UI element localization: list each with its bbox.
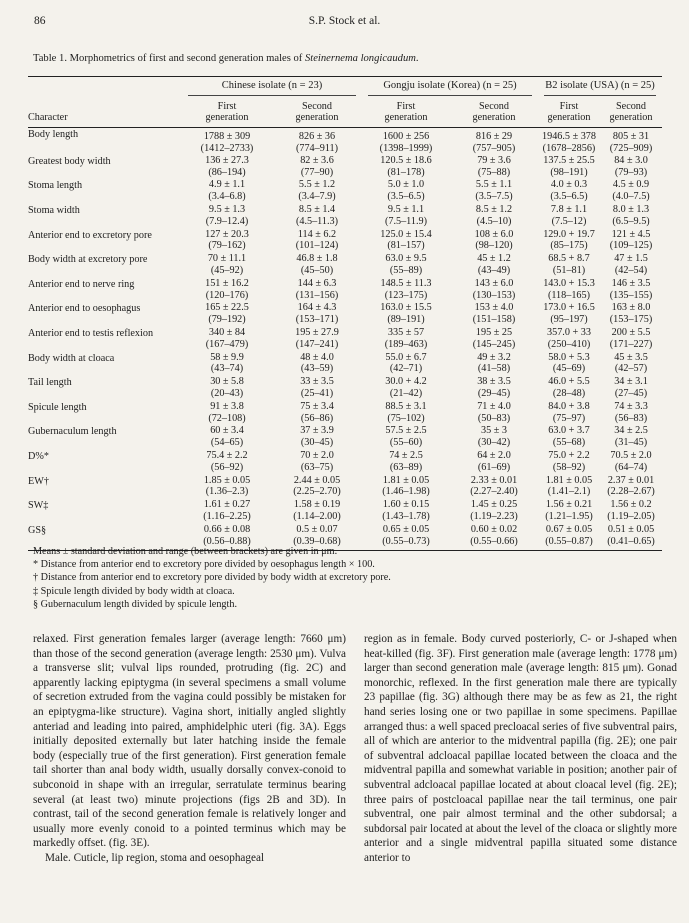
measurement-cell: 121 ± 4.5 (109–125): [609, 228, 653, 252]
measurement-cell: 58.0 + 5.3 (45–69): [548, 351, 590, 375]
character-column-header: Character: [28, 112, 68, 124]
measurement-cell: 84.0 + 3.8 (75–97): [548, 400, 590, 424]
measurement-cell: 33 ± 3.5 (25–41): [300, 376, 334, 400]
measurement-cell: 165 ± 22.5 (79–192): [205, 302, 249, 326]
isolate-header: Gongju isolate (Korea) (n = 25): [362, 77, 538, 98]
measurement-cell: 357.0 + 33 (250–410): [547, 327, 591, 350]
measurement-cell: 0.65 ± 0.05 (0.55–0.73): [382, 523, 430, 547]
measurement-cell: 5.0 ± 1.0 (3.5–6.5): [387, 179, 425, 203]
measurement-cell: 74 ± 2.5 (63–89): [389, 450, 423, 473]
table-row: [28, 425, 662, 450]
table-row: [28, 401, 662, 426]
table-row: [28, 155, 662, 180]
table-caption: Table 1. Morphometrics of first and second generation males of Steinernema longicaudum.: [33, 53, 419, 64]
measurement-cell: 1.61 ± 0.27 (1.16–2.25): [203, 499, 251, 522]
measurement-cell: 1600 ± 256 (1398–1999): [379, 130, 433, 154]
measurement-cell: 47 ± 1.5 (42–54): [614, 253, 648, 277]
measurement-cell: 60 ± 3.4 (54–65): [210, 425, 244, 449]
measurement-cell: 200 ± 5.5 (171–227): [609, 327, 653, 350]
measurement-cell: 45 ± 3.5 (42–57): [614, 351, 648, 375]
measurement-cell: 0.5 ± 0.07 (0.39–0.68): [293, 523, 341, 547]
character-label: GS§: [28, 524, 47, 536]
character-label: Spicule length: [28, 401, 87, 413]
measurement-cell: 195 ± 27.9 (147–241): [295, 327, 339, 350]
table-row: [28, 475, 662, 500]
measurement-cell: 38 ± 3.5 (29–45): [477, 376, 511, 400]
measurement-cell: 8.0 ± 1.3 (6.5–9.5): [612, 204, 650, 227]
first-generation-header: First generation: [205, 100, 249, 124]
measurement-cell: 1.56 ± 0.2 (1.19–2.05): [607, 499, 655, 522]
measurement-cell: 195 ± 25 (145–245): [472, 327, 516, 350]
character-label: SW‡: [28, 500, 49, 512]
measurement-cell: 48 ± 4.0 (43–59): [300, 351, 334, 375]
measurement-cell: 2.33 ± 0.01 (2.27–2.40): [470, 474, 518, 498]
measurement-cell: 9.5 ± 1.3 (7.9–12.4): [205, 204, 249, 227]
measurement-cell: 68.5 + 8.7 (51–81): [548, 253, 590, 277]
measurement-cell: 127 ± 20.3 (79–162): [205, 228, 249, 252]
table-row: [28, 229, 662, 254]
measurement-cell: 164 ± 4.3 (153–171): [295, 302, 339, 326]
measurement-cell: 70 ± 2.0 (63–75): [300, 450, 334, 473]
measurement-cell: 0.67 ± 0.05 (0.55–0.87): [545, 523, 593, 547]
measurement-cell: 163.0 ± 15.5 (89–191): [380, 302, 432, 326]
measurement-cell: 37 ± 3.9 (30–45): [300, 425, 334, 449]
second-generation-header: Second generation: [609, 100, 653, 124]
table-row: [28, 499, 662, 524]
isolate-header: Chinese isolate (n = 23): [182, 77, 362, 98]
measurement-cell: 0.66 ± 0.08 (0.56–0.88): [203, 523, 251, 547]
measurement-cell: 137.5 ± 25.5 (98–191): [543, 154, 595, 178]
measurement-cell: 340 ± 84 (167–479): [205, 327, 249, 350]
footnote: Means ± standard deviation and range (between brackets) are given in μm.: [33, 546, 338, 557]
measurement-cell: 30 ± 5.8 (20–43): [210, 376, 244, 400]
measurement-cell: 49 ± 3.2 (41–58): [477, 351, 511, 375]
second-generation-header: Second generation: [295, 100, 339, 124]
table-row: [28, 327, 662, 352]
character-label: Greatest body width: [28, 155, 111, 167]
measurement-cell: 335 ± 57 (189–463): [384, 327, 428, 350]
measurement-cell: 5.5 ± 1.1 (3.5–7.5): [475, 179, 513, 203]
measurement-cell: 91 ± 3.8 (72–108): [208, 400, 246, 424]
measurement-cell: 70.5 ± 2.0 (64–74): [610, 450, 652, 473]
measurement-cell: 84 ± 3.0 (79–93): [614, 154, 648, 178]
measurement-cell: 151 ± 16.2 (120–176): [205, 277, 249, 301]
measurement-cell: 0.51 ± 0.05 (0.41–0.65): [607, 523, 655, 547]
measurement-cell: 75 ± 3.4 (56–86): [300, 400, 334, 424]
measurement-cell: 146 ± 3.5 (135–155): [609, 277, 653, 301]
footnote: * Distance from anterior end to excretory pore divided by oesophagus length × 100.: [33, 559, 375, 571]
body-text-left-column: [33, 632, 346, 866]
measurement-cell: 63.0 + 3.7 (55–68): [548, 425, 590, 449]
measurement-cell: 64 ± 2.0 (61–69): [477, 450, 511, 473]
measurement-cell: 108 ± 6.0 (98–120): [474, 228, 514, 252]
measurement-cell: 35 ± 3 (30–42): [477, 425, 511, 449]
running-head: S.P. Stock et al.: [308, 15, 381, 27]
measurement-cell: 57.5 ± 2.5 (55–60): [385, 425, 427, 449]
measurement-cell: 143 ± 6.0 (130–153): [472, 277, 516, 301]
measurement-cell: 1.60 ± 0.15 (1.43–1.78): [382, 499, 430, 522]
measurement-cell: 826 ± 36 (774–911): [295, 130, 339, 154]
character-label: Anterior end to excretory pore: [28, 229, 152, 241]
measurement-cell: 5.5 ± 1.2 (3.4–7.9): [298, 179, 336, 203]
measurement-cell: 9.5 ± 1.1 (7.5–11.9): [384, 204, 428, 227]
measurement-cell: 148.5 ± 11.3 (123–175): [380, 277, 432, 301]
measurement-cell: 1.58 ± 0.19 (1.14–2.00): [293, 499, 341, 522]
character-label: Anterior end to oesophagus: [28, 303, 141, 315]
measurement-cell: 82 ± 3.6 (77–90): [300, 154, 334, 178]
measurement-cell: 58 ± 9.9 (43–74): [210, 351, 244, 375]
measurement-cell: 7.8 ± 1.1 (7.5–12): [550, 204, 588, 227]
measurement-cell: 125.0 ± 15.4 (81–157): [380, 228, 432, 252]
character-label: Stoma width: [28, 205, 80, 217]
measurement-cell: 4.0 ± 0.3 (3.5–6.5): [550, 179, 588, 203]
character-label: Gubernaculum length: [28, 426, 117, 438]
character-label: Body length: [28, 128, 79, 140]
measurement-cell: 173.0 + 16.5 (95–197): [543, 302, 595, 326]
measurement-cell: 120.5 ± 18.6 (81–178): [380, 154, 432, 178]
first-generation-header: First generation: [384, 100, 428, 124]
measurement-cell: 30.0 + 4.2 (21–42): [385, 376, 427, 400]
measurement-cell: 114 ± 6.2 (101–124): [295, 228, 339, 252]
measurement-cell: 144 ± 6.3 (131–156): [295, 277, 339, 301]
measurement-cell: 1.56 ± 0.21 (1.21–1.95): [545, 499, 593, 522]
measurement-cell: 0.60 ± 0.02 (0.55–0.66): [470, 523, 518, 547]
table-footnotes: [33, 545, 391, 611]
character-label: Stoma length: [28, 180, 83, 192]
measurement-cell: 1.81 ± 0.05 (1.46–1.98): [382, 474, 430, 498]
measurement-cell: 88.5 ± 3.1 (75–102): [385, 400, 427, 424]
measurement-cell: 79 ± 3.6 (75–88): [477, 154, 511, 178]
character-label: Anterior end to nerve ring: [28, 278, 135, 290]
body-paragraph: Male. Cuticle, lip region, stoma and oesophageal: [45, 851, 265, 864]
table-row: [28, 302, 662, 327]
measurement-cell: 71 ± 4.0 (50–83): [477, 400, 511, 424]
table-row: [28, 376, 662, 401]
measurement-cell: 55.0 ± 6.7 (42–71): [385, 351, 427, 375]
second-generation-header: Second generation: [472, 100, 516, 124]
measurement-cell: 136 ± 27.3 (86–194): [205, 154, 249, 178]
measurement-cell: 75.0 + 2.2 (58–92): [548, 450, 590, 473]
measurement-cell: 2.44 ± 0.05 (2.25–2.70): [293, 474, 341, 498]
measurement-cell: 34 ± 2.5 (31–45): [614, 425, 648, 449]
measurement-cell: 816 ± 29 (757–905): [472, 130, 516, 154]
measurement-cell: 8.5 ± 1.4 (4.5–11.3): [295, 204, 339, 227]
measurement-cell: 46.0 + 5.5 (28–48): [548, 376, 590, 400]
table-row: [28, 278, 662, 303]
table-row: [28, 253, 662, 278]
table-row: [28, 204, 662, 229]
measurement-cell: 2.37 ± 0.01 (2.28–2.67): [607, 474, 655, 498]
measurement-cell: 63.0 ± 9.5 (55–89): [385, 253, 427, 277]
measurement-cell: 805 ± 31 (725–909): [609, 130, 653, 154]
measurement-cell: 163 ± 8.0 (153–175): [609, 302, 653, 326]
isolate-header: B2 isolate (USA) (n = 25): [538, 77, 662, 98]
measurement-cell: 4.9 ± 1.1 (3.4–6.8): [208, 179, 246, 203]
character-label: Body width at excretory pore: [28, 254, 148, 266]
measurement-cell: 74 ± 3.3 (56–83): [614, 400, 648, 424]
footnote: † Distance from anterior end to excretory pore divided by body width at excretory pore.: [33, 572, 391, 584]
body-paragraph: relaxed. First generation females larger (average length: 7660 μm) than those of the second generation (average length: 2530 μm). Vulva a transverse slit; vulval lips rounded, protruding (fig. 2C) and apparently lacking epiptygma (in several specimens a small volume of secretion extruded from the vagina could possibly be mistaken for an epiptygma-like structure). Vagina short, initially angled slightly anteriad and leading into paired, amphidelphic uteri (fig. 3A). Eggs initially deposited externally but later hatching inside the female body (especially true of the first generation). First generation female tail shorter than anal body width, usually dorsally convex-conoid to subconoid in shape with an irregular, serratulate terminus bearing several (at least two) minute projections (figs 2B and 3D). In contrast, tail of the second generation female is relatively longer and usually more evenly conoid to a pointed terminus which may be markedly offset. (fig. 3E).: [33, 633, 346, 850]
body-paragraph: region as in female. Body curved posteriorly, C- or J-shaped when heat-killed (fig. 3F). First generation male (average length: 1778 μm) larger than second generation male (average length: 815 μm). Gonad monorchic, reflexed. In the first generation male there are typically 23 papillae (fig. 3G) although there may be as few as 21, the right hand series losing one or two papillae in some specimens. Papillae arranged thus: a well spaced precloacal series of five subventral pairs, all of which are anterior to the midventral papilla (fig. 2E); one pair of subventral adcloacal papillae located between the cloaca and the midventral papilla and somewhat variable in position; another pair of subventral adcloacal papillae located at about cloacal level (fig. 2E); three pairs of postcloacal papillae near the tail terminus, one pair subventral, one pair almost terminal and the other subdorsal; a subdorsal pair located at about the level of the cloaca or slightly more anterior and a single midventral papilla situated some distance anterior to: [364, 633, 677, 864]
character-label: Body width at cloaca: [28, 352, 115, 364]
character-label: Anterior end to testis reflexion: [28, 328, 154, 340]
table-row: [28, 352, 662, 377]
footnote: § Gubernaculum length divided by spicule length.: [33, 598, 237, 610]
measurement-cell: 143.0 + 15.3 (118–165): [543, 277, 595, 301]
table-row: [28, 179, 662, 204]
measurement-cell: 129.0 + 19.7 (85–175): [543, 228, 595, 252]
measurement-cell: 75.4 ± 2.2 (56–92): [206, 450, 248, 473]
measurement-cell: 45 ± 1.2 (43–49): [477, 253, 511, 277]
character-label: EW†: [28, 475, 49, 487]
measurement-cell: 70 ± 11.1 (45–92): [207, 253, 247, 277]
page-number: 86: [34, 15, 46, 27]
first-generation-header: First generation: [547, 100, 591, 124]
table-row: [28, 127, 662, 155]
measurement-cell: 34 ± 3.1 (27–45): [614, 376, 648, 400]
measurement-cell: 1.85 ± 0.05 (1.36–2.3): [203, 474, 251, 498]
morphometrics-table: [28, 76, 662, 551]
measurement-cell: 1.45 ± 0.25 (1.19–2.23): [470, 499, 518, 522]
footnote: ‡ Spicule length divided by body width at cloaca.: [33, 585, 235, 597]
measurement-cell: 4.5 ± 0.9 (4.0–7.5): [612, 179, 650, 203]
character-label: Tail length: [28, 377, 72, 389]
measurement-cell: 1.81 ± 0.05 (1.41–2.1): [545, 474, 593, 498]
measurement-cell: 46.8 ± 1.8 (45–50): [296, 253, 338, 277]
measurement-cell: 1946.5 ± 378 (1678–2856): [542, 130, 596, 154]
measurement-cell: 8.5 ± 1.2 (4.5–10): [475, 204, 513, 227]
character-label: D%*: [28, 451, 49, 463]
body-text-right-column: [364, 632, 677, 866]
table-row: [28, 450, 662, 475]
measurement-cell: 153 ± 4.0 (151–158): [472, 302, 516, 326]
measurement-cell: 1788 ± 309 (1412–2733): [200, 130, 254, 154]
